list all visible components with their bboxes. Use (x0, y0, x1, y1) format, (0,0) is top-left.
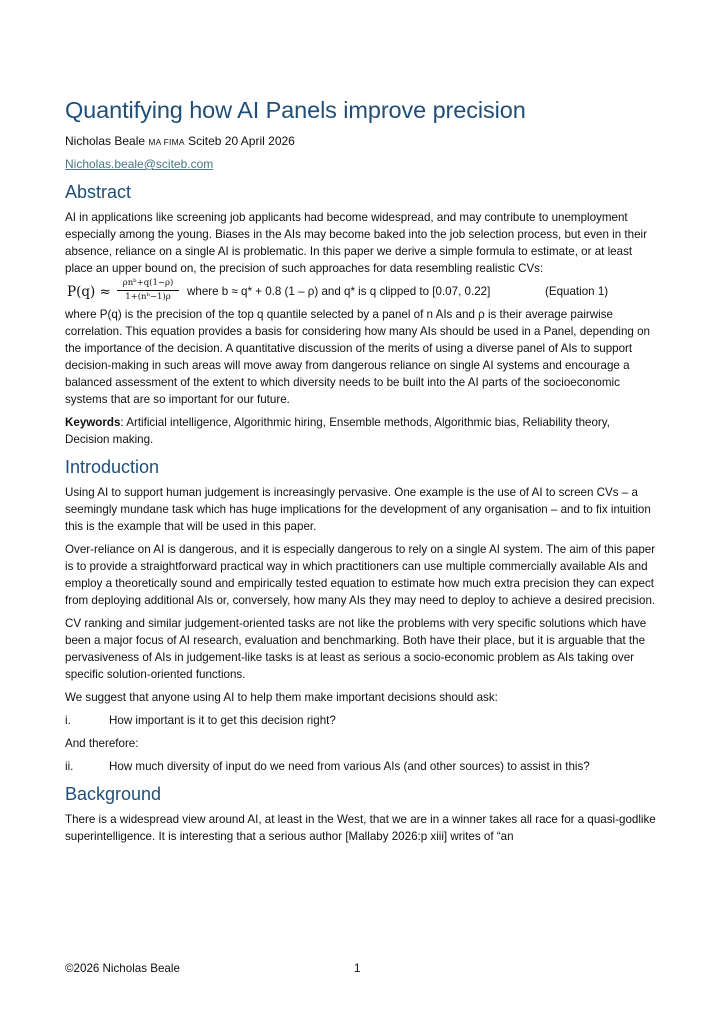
list-item-1-text: How important is it to get this decision right? (109, 714, 336, 727)
abstract-heading: Abstract (65, 182, 132, 202)
intro-paragraph-2: Over-reliance on AI is dangerous, and it is especially dangerous to rely on a single AI system. The aim of this paper is to provide a straightforward practical way in which practitioners can use multiple commercially available AIs and employ a theoretically sound and empirically tested equation to estimate how much extra precision they can expect from deploying additional AIs or, conversely, how many AIs they may need to deploy to achieve a desired precision. (65, 543, 656, 607)
list-item-2 (65, 758, 657, 775)
paper-body (65, 96, 657, 851)
list-item-2-number: ii. (65, 760, 74, 773)
abstract-paragraph: AI in applications like screening job applicants had become widespread, and may contribute to unemployment especially among the young. Biases in the AIs may become baked into the job selection process, but even in their absence, reliance on a single AI is problematic. In this paper we derive a simple formula to estimate, or at least place an upper bound on, the precision of such approaches for data resembling realistic CVs: (65, 211, 647, 275)
equation-numerator: ρnᵇ+q(1−ρ) (117, 277, 179, 291)
keywords-line (65, 414, 657, 448)
equation-1 (65, 277, 657, 305)
author-affiliation-date: Sciteb 20 April 2026 (188, 134, 295, 148)
list-item-1-number: i. (65, 714, 71, 727)
keywords-label: Keywords (65, 416, 121, 429)
intro-paragraph-4: We suggest that anyone using AI to help them make important decisions should ask: (65, 691, 498, 704)
list-item-2-text: How much diversity of input do we need from various AIs (and other sources) to assist in this? (109, 760, 590, 773)
footer-copyright: ©2026 Nicholas Beale (65, 962, 180, 975)
author-email-link[interactable]: Nicholas.beale@sciteb.com (65, 157, 214, 171)
author-credentials: MA FIMA (148, 137, 185, 147)
equation-where-clause: where b ≈ q* + 0.8 (1 – ρ) and q* is q clipped to [0.07, 0.22] (187, 285, 491, 298)
equation-label: (Equation 1) (545, 285, 609, 298)
intro-paragraph-3: CV ranking and similar judgement-oriented tasks are not like the problems with very specific solutions which have been a major focus of AI research, evaluation and benchmarking. Both have their place, but it is arguable that the pervasiveness of AIs in judgement-like tasks is at least as serious a socio-economic problem as AIs taking over specific solution-oriented functions. (65, 617, 647, 681)
paper-title: Quantifying how AI Panels improve precision (65, 97, 526, 123)
background-heading: Background (65, 784, 162, 804)
footer-page-number: 1 (354, 962, 361, 975)
intro-paragraph-1: Using AI to support human judgement is increasingly pervasive. One example is the use of AI to screen CVs – a seemingly mundane task which has huge implications for the development of any organisation – and to fix intuition this is the example that will be used in this paper. (65, 486, 651, 533)
keywords-list: : Artificial intelligence, Algorithmic hiring, Ensemble methods, Algorithmic bias, Reliability theory, Decision making. (65, 416, 610, 446)
and-therefore-text: And therefore: (65, 737, 139, 750)
abstract-after-equation: where P(q) is the precision of the top q quantile selected by a panel of n AIs and ρ is their average pairwise correlation. This equation provides a basis for considering how many AIs should be used in a Panel, depending on the importance of the decision. A quantitative discussion of the merits of using a diverse panel of AIs to support decision-making in such areas will move away from dangerous reliance on single AI systems and encourage a balanced assessment of the extent to which diversity needs to be built into the AI parts of the socioeconomic systems that are so important for our future. (65, 308, 650, 406)
author-name: Nicholas Beale (65, 134, 146, 148)
equation-fraction (117, 277, 179, 303)
list-item-1 (65, 712, 657, 729)
author-line (65, 133, 657, 150)
background-paragraph: There is a widespread view around AI, at least in the West, that we are in a winner takes all race for a quasi-godlike superintelligence. It is interesting that a serious author [Mallaby 2026:p xiii] writes of “an (65, 813, 656, 843)
equation-lhs: P(q) ≈ (67, 284, 111, 300)
equation-denominator: 1+(nᵇ−1)ρ (125, 292, 171, 302)
introduction-heading: Introduction (65, 457, 160, 477)
